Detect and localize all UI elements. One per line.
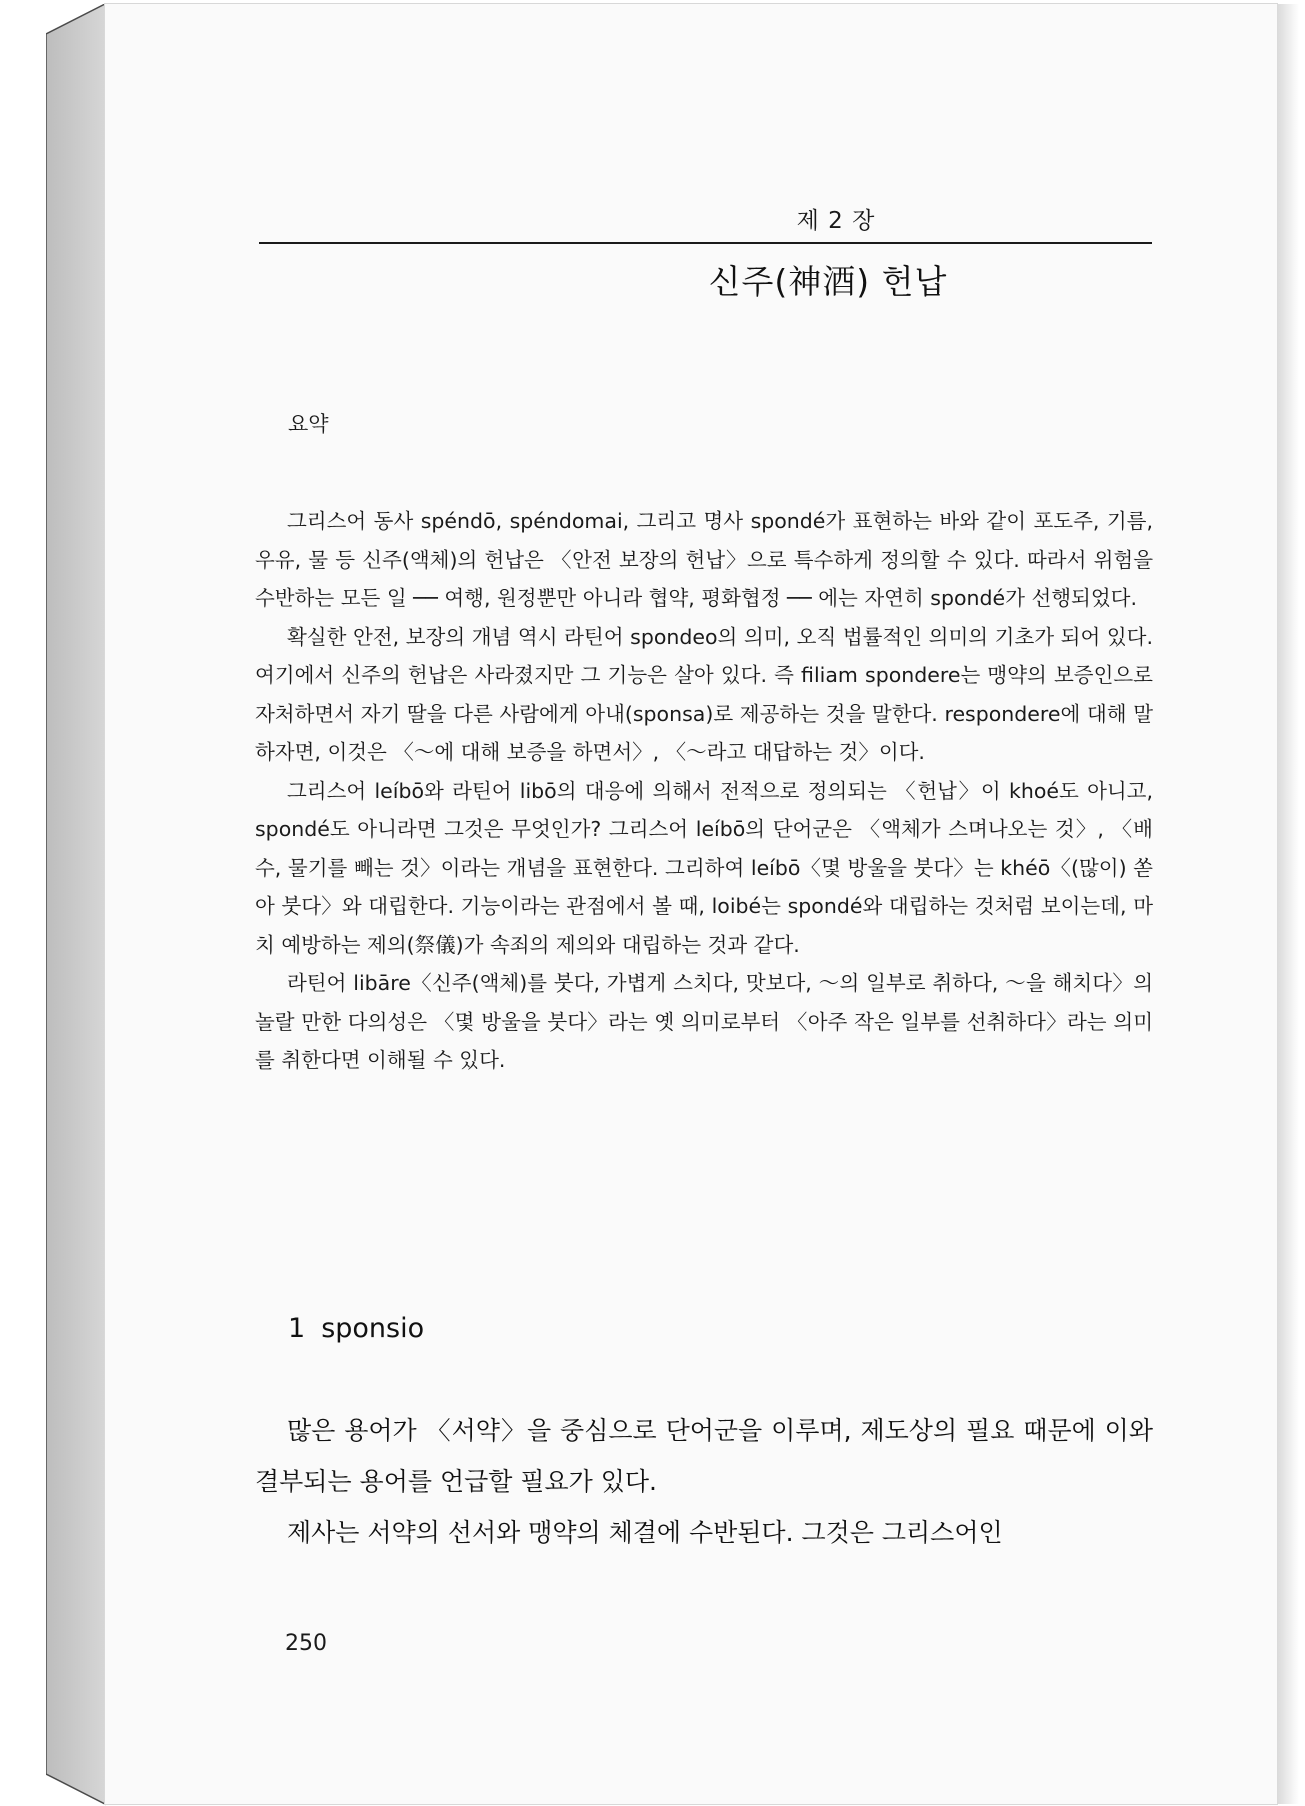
body-paragraph: 제사는 서약의 선서와 맹약의 체결에 수반된다. 그것은 그리스어인	[287, 1518, 1003, 1547]
summary-paragraph: 확실한 안전, 보장의 개념 역시 라틴어 spondeo의 의미, 오직 법률적인 의미의 기초가 되어 있다. 여기에서 신주의 헌납은 사라졌지만 그 기능은 살아 있다. 즉 filiam spondere는 맹약의 보증인으로 자처하면서 자기 딸을 다른 사람에게 아내(sponsa)로 제공하는 것을 말한다. respondere에 대해 말하자면, 이것은 〈～에 대해 보증을 하면서〉, 〈～라고 대답하는 것〉이다.	[255, 624, 1153, 764]
summary-body	[255, 502, 1153, 1080]
page-sheet	[105, 4, 1277, 1804]
section-title: sponsio	[321, 1313, 425, 1344]
book-spine-shape	[46, 4, 108, 1806]
page-right-edge	[1277, 4, 1299, 1804]
summary-paragraph: 라틴어 libāre〈신주(액체)를 붓다, 가볍게 스치다, 맛보다, ～의 일부로 취하다, ～을 해치다〉의 놀랄 만한 다의성은 〈몇 방울을 붓다〉라는 옛 의미로부터 〈아주 작은 일부를 선취하다〉라는 의미를 취한다면 이해될 수 있다.	[255, 971, 1153, 1072]
body-paragraph: 많은 용어가 〈서약〉을 중심으로 단어군을 이루며, 제도상의 필요 때문에 이와 결부되는 용어를 언급할 필요가 있다.	[255, 1416, 1153, 1496]
chapter-title: 신주(神酒) 헌납	[708, 262, 948, 301]
page-number: 250	[285, 1631, 327, 1656]
summary-heading: 요약	[288, 412, 329, 436]
section-body	[255, 1405, 1153, 1558]
chapter-number: 제 2 장	[796, 208, 876, 234]
summary-paragraph: 그리스어 leíbō와 라틴어 libō의 대응에 의해서 전적으로 정의되는 〈헌납〉이 khoé도 아니고, spondé도 아니라면 그것은 무엇인가? 그리스어 leíbō의 단어군은 〈액체가 스며나오는 것〉, 〈배수, 물기를 빼는 것〉이라는 개념을 표현한다. 그리하여 leíbō〈몇 방울을 붓다〉는 khéō〈(많이) 쏟아 붓다〉와 대립한다. 기능이라는 관점에서 볼 때, loibé는 spondé와 대립하는 것처럼 보이는데, 마치 예방하는 제의(祭儀)가 속죄의 제의와 대립하는 것과 같다.	[255, 778, 1153, 957]
chapter-rule	[259, 242, 1152, 244]
summary-paragraph: 그리스어 동사 spéndō, spéndomai, 그리고 명사 spondé가 표현하는 바와 같이 포도주, 기름, 우유, 물 등 신주(액체)의 헌납은 〈안전 보장의 헌납〉으로 특수하게 정의할 수 있다. 따라서 위험을 수반하는 모든 일 ── 여행, 원정뿐만 아니라 협약, 평화협정 ── 에는 자연히 spondé가 선행되었다.	[255, 509, 1153, 610]
section-number: 1	[288, 1313, 306, 1344]
section-heading	[288, 1313, 424, 1344]
